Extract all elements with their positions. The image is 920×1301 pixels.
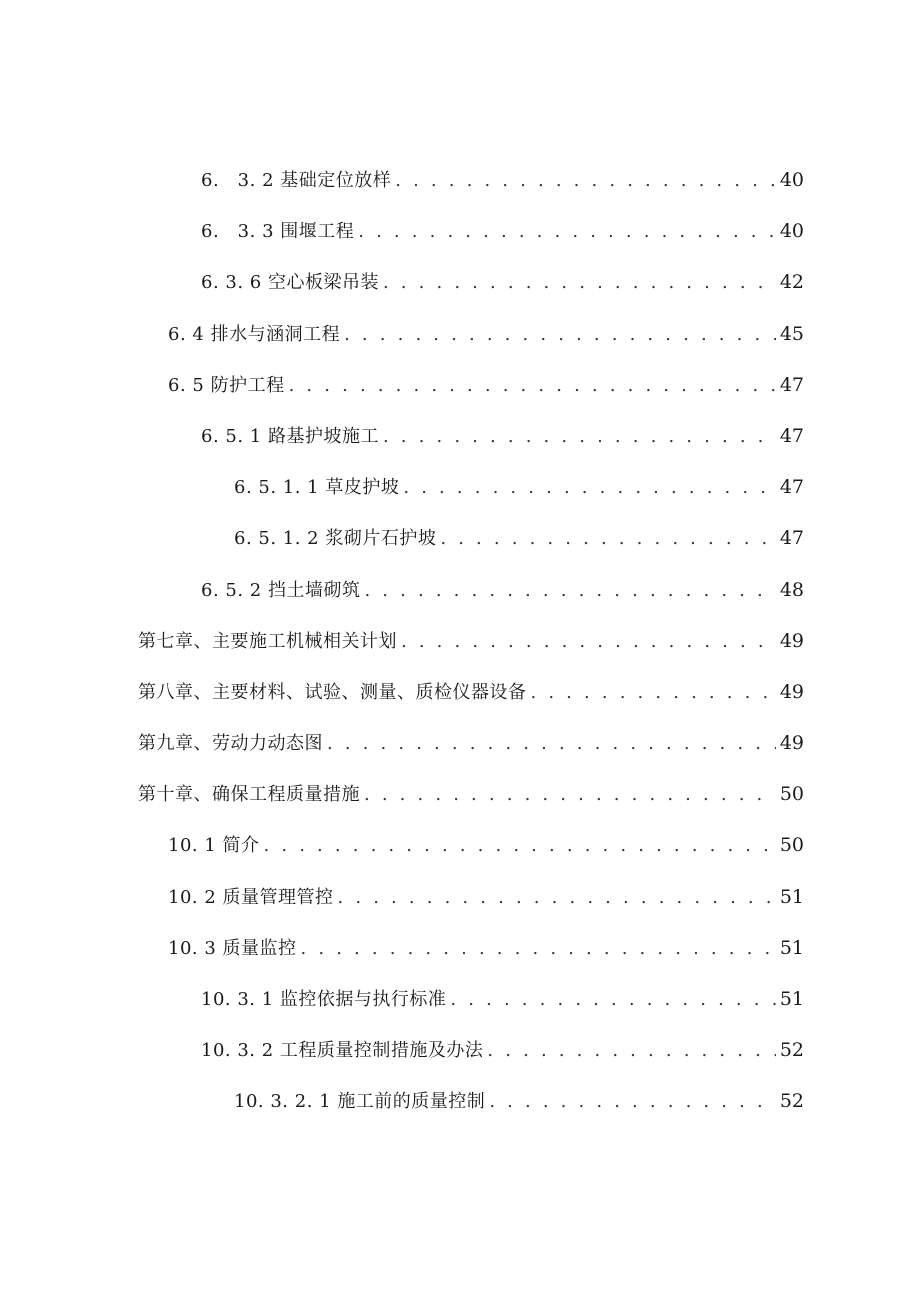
- toc-page-number: 40: [779, 220, 804, 243]
- toc-page-number: 49: [779, 680, 804, 703]
- toc-entry-title: 10. 3. 2. 1 施工前的质量控制: [234, 1091, 486, 1113]
- toc-entry-title: 第九章、劳动力动态图: [138, 733, 323, 755]
- toc-page-number: 40: [779, 169, 804, 191]
- toc-dot-leader: [401, 620, 776, 664]
- toc-entry[interactable]: [0, 823, 920, 874]
- toc-entry-title: 10. 3 质量监控: [168, 937, 297, 959]
- toc-entry-title: 10. 3. 2 工程质量控制措施及办法: [201, 1040, 484, 1062]
- toc-page-number: 47: [779, 476, 804, 499]
- toc-page-number: 49: [779, 629, 804, 652]
- toc-dot-leader: [489, 1080, 776, 1124]
- toc-page-number: 42: [779, 271, 804, 294]
- toc-entry-title: 第七章、主要施工机械相关计划: [138, 630, 397, 652]
- toc-entry-title: 6. 5. 1. 1 草皮护坡: [234, 477, 400, 499]
- toc-entry-title: 6. 5. 2 挡土墙砌筑: [201, 579, 361, 601]
- toc-entry[interactable]: [0, 158, 920, 209]
- toc-page-number: 48: [779, 578, 804, 601]
- toc-entry[interactable]: [0, 516, 920, 567]
- toc-page-number: 47: [779, 527, 804, 550]
- toc-entry-title: 6. 5 防护工程: [168, 374, 285, 396]
- toc-entry[interactable]: [0, 619, 920, 670]
- toc-dot-leader: [301, 927, 776, 971]
- toc-entry[interactable]: [0, 721, 920, 772]
- toc-page-number: 47: [779, 424, 804, 447]
- toc-entry-title: 6. 3. 3 围堰工程: [201, 221, 355, 243]
- toc-dot-leader: [487, 1029, 775, 1073]
- toc-dot-leader: [358, 210, 776, 254]
- toc-entry[interactable]: [0, 363, 920, 414]
- toc-page-number: 50: [779, 834, 804, 857]
- toc-entry[interactable]: [0, 312, 920, 363]
- toc-page-number: 50: [779, 783, 804, 806]
- toc-dot-leader: [450, 978, 775, 1022]
- toc-page-number: 49: [779, 732, 804, 755]
- toc-dot-leader: [440, 517, 775, 561]
- toc-dot-leader: [364, 569, 775, 613]
- toc-entry[interactable]: [0, 670, 920, 721]
- toc-entry[interactable]: [0, 414, 920, 465]
- toc-dot-leader: [383, 261, 776, 305]
- toc-entry-title: 6. 3. 2 基础定位放样: [201, 170, 392, 191]
- toc-entry-title: 6. 3. 6 空心板梁吊装: [201, 272, 379, 294]
- toc-entry-title: 6. 5. 1 路基护坡施工: [201, 425, 379, 447]
- toc-entry[interactable]: [0, 977, 920, 1028]
- toc-dot-leader: [383, 415, 776, 459]
- toc-dot-leader: [338, 876, 776, 920]
- toc-dot-leader: [264, 824, 776, 868]
- table-of-contents: [0, 158, 920, 1131]
- toc-dot-leader: [403, 466, 775, 510]
- toc-entry-title: 10. 2 质量管理管控: [168, 886, 334, 908]
- toc-entry-title: 6. 4 排水与涵洞工程: [168, 323, 341, 345]
- toc-entry[interactable]: [0, 260, 920, 311]
- toc-entry[interactable]: [0, 209, 920, 260]
- toc-entry[interactable]: [0, 1028, 920, 1079]
- toc-entry-title: 第十章、确保工程质量措施: [138, 784, 360, 806]
- toc-entry-title: 第八章、主要材料、试验、测量、质检仪器设备: [138, 681, 527, 703]
- toc-dot-leader: [327, 722, 776, 766]
- toc-page-number: 51: [779, 936, 804, 959]
- toc-entry-title: 10. 3. 1 监控依据与执行标准: [201, 989, 447, 1010]
- toc-entry[interactable]: [0, 926, 920, 977]
- toc-dot-leader: [395, 159, 776, 203]
- toc-page-number: 47: [779, 373, 804, 396]
- toc-page-number: 52: [779, 1090, 804, 1113]
- toc-entry[interactable]: [0, 568, 920, 619]
- toc-page-number: 52: [779, 1039, 804, 1062]
- toc-entry-title: 6. 5. 1. 2 浆砌片石护坡: [234, 528, 437, 550]
- toc-entry[interactable]: [0, 465, 920, 516]
- toc-dot-leader: [289, 364, 776, 408]
- toc-page-number: 45: [779, 322, 804, 345]
- toc-dot-leader: [364, 773, 776, 817]
- toc-entry[interactable]: [0, 875, 920, 926]
- toc-dot-leader: [344, 313, 776, 357]
- toc-entry[interactable]: [0, 1079, 920, 1130]
- toc-dot-leader: [531, 671, 776, 715]
- toc-page-number: 51: [779, 988, 804, 1010]
- toc-entry[interactable]: [0, 772, 920, 823]
- toc-entry-title: 10. 1 简介: [168, 835, 260, 857]
- toc-page-number: 51: [779, 885, 804, 908]
